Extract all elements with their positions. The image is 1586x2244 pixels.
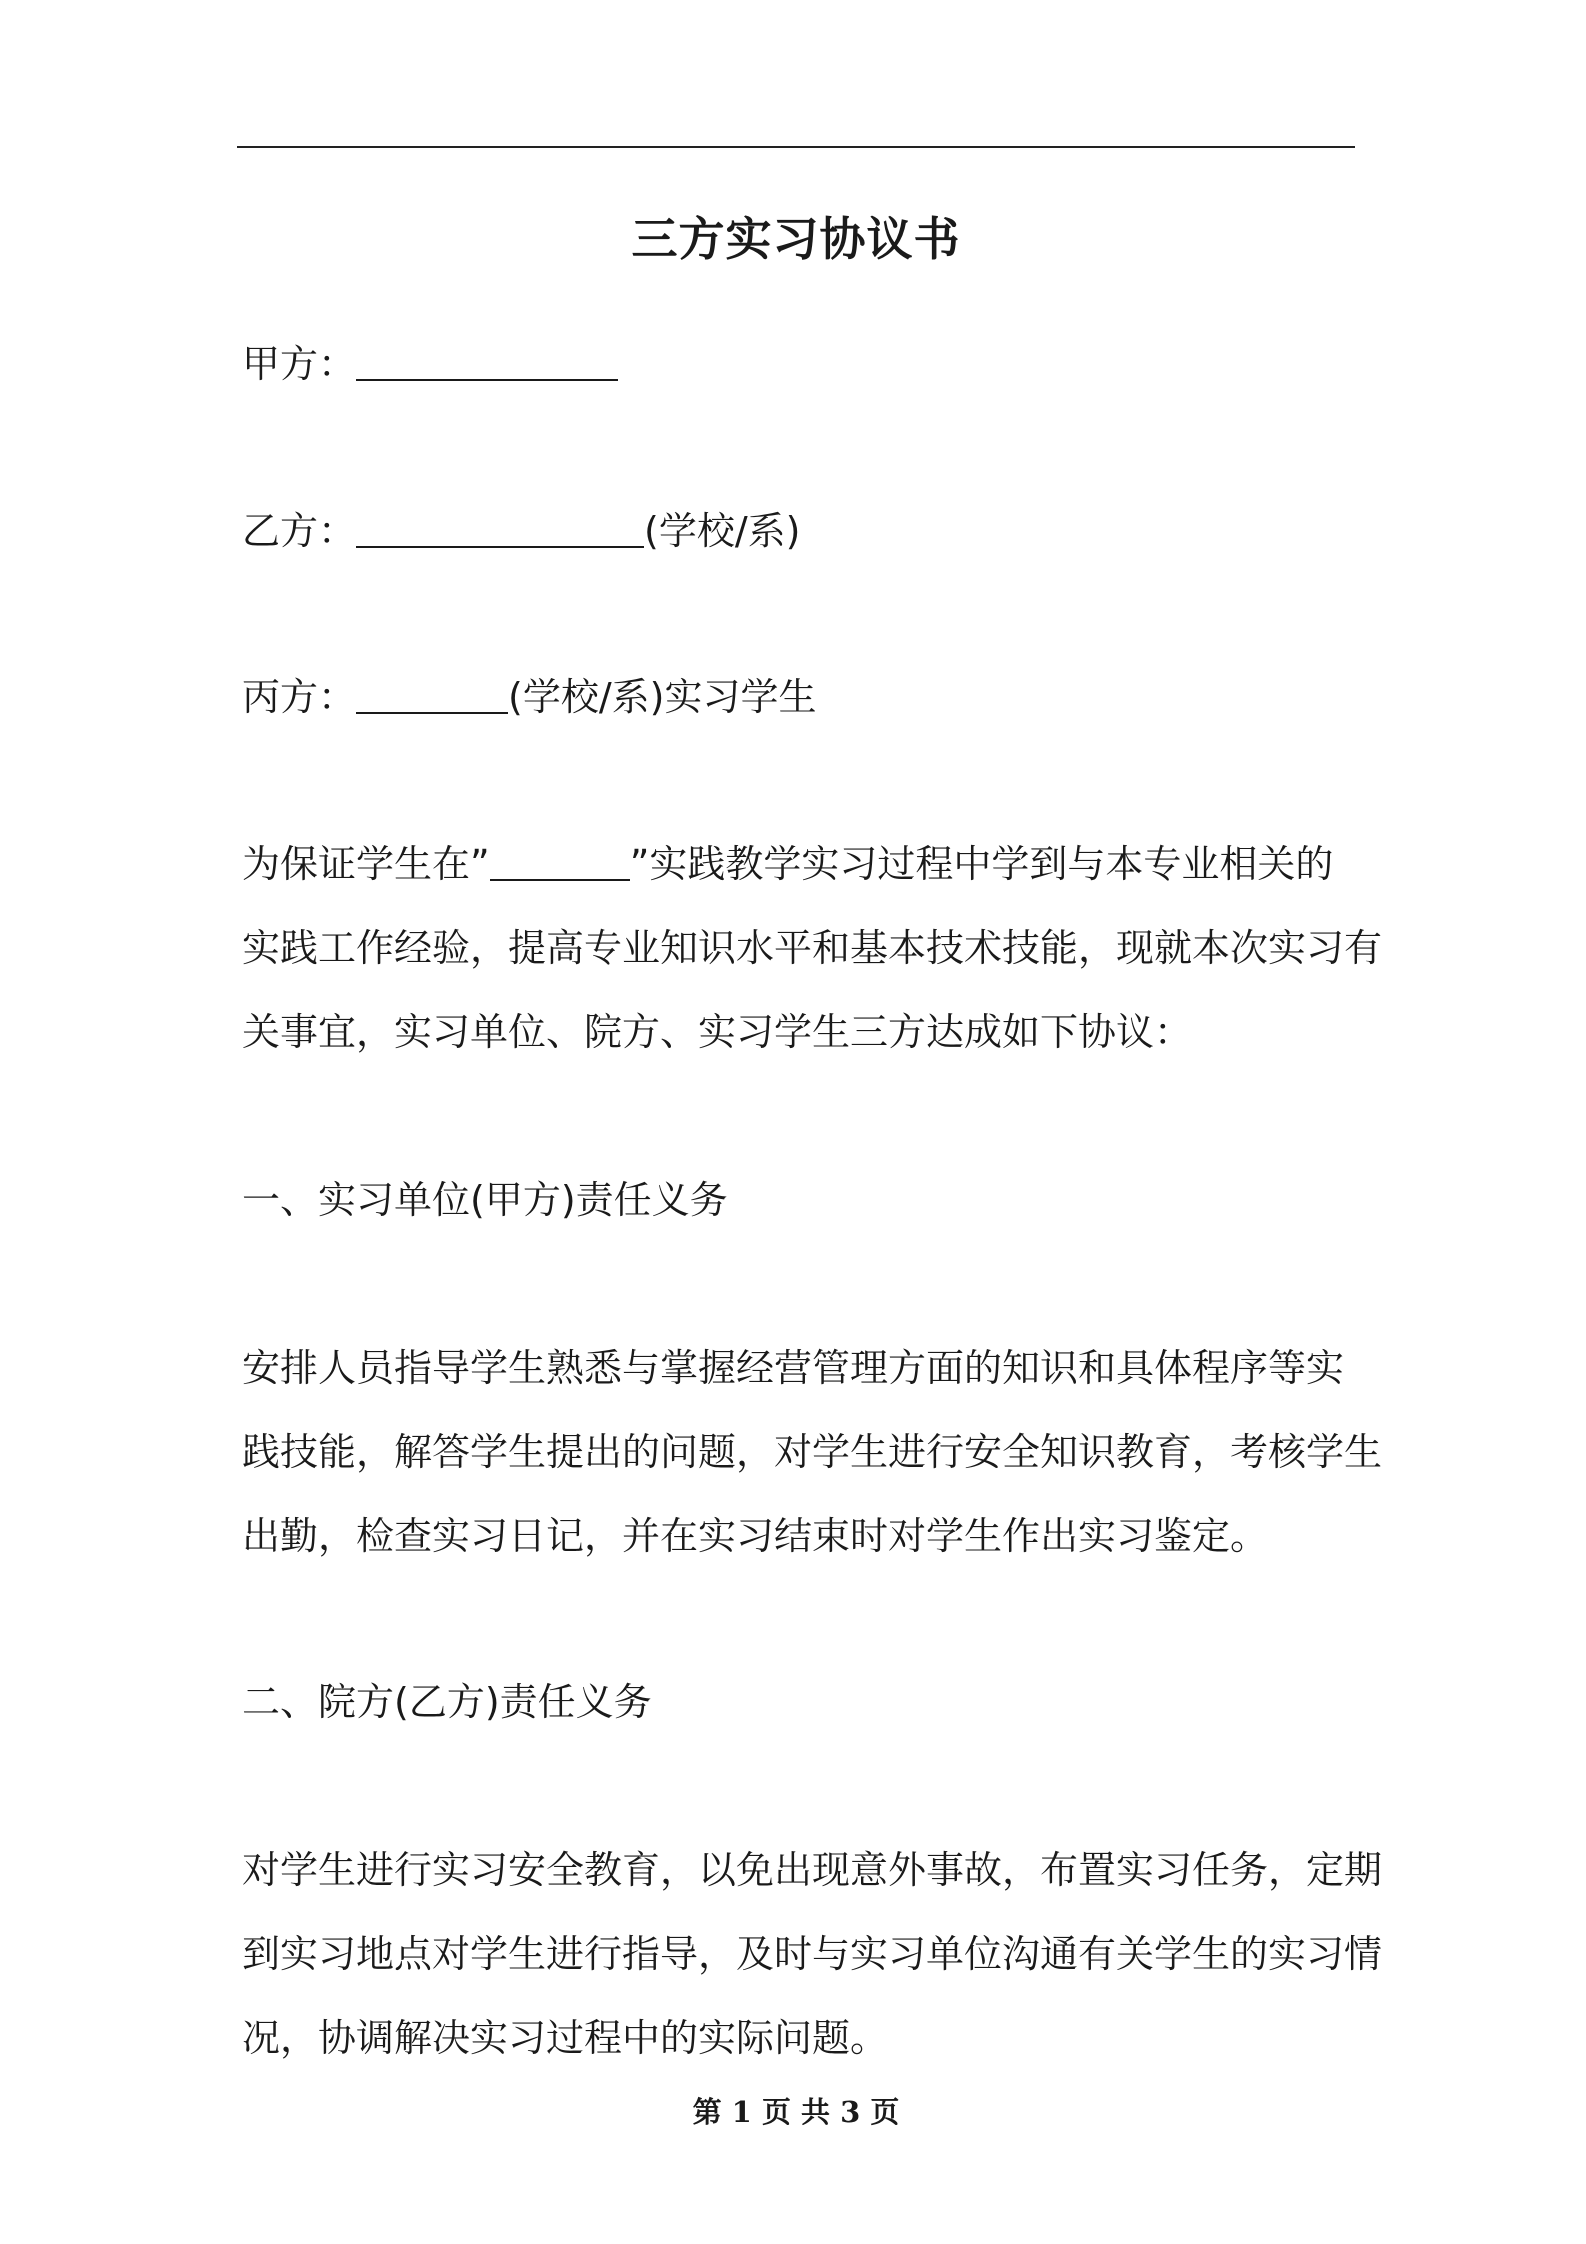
intro-blank: [490, 841, 630, 881]
intro-line-1-before: 为保证学生在”: [242, 842, 490, 886]
party-b-blank: [356, 508, 644, 548]
document-title: 三方实习协议书: [631, 212, 961, 266]
party-b-line: [242, 505, 800, 557]
section-2-line-1: 对学生进行实习安全教育，以免出现意外事故，布置实习任务，定期: [242, 1848, 1383, 1892]
party-a-blank: [356, 341, 618, 381]
party-c-suffix: (学校/系)实习学生: [508, 675, 817, 719]
section-1-line-3: 出勤，检查实习日记，并在实习结束时对学生作出实习鉴定。: [242, 1514, 1269, 1558]
party-a-line: [242, 338, 618, 390]
party-b-suffix: (学校/系): [644, 509, 801, 553]
page-indicator: 第 1 页 共 3 页: [692, 2095, 900, 2129]
party-b-label: 乙方：: [242, 509, 357, 553]
intro-line-1-after: ”实践教学实习过程中学到与本专业相关的: [629, 842, 1334, 886]
party-c-label: 丙方：: [242, 675, 357, 719]
section-1-line-1: 安排人员指导学生熟悉与掌握经营管理方面的知识和具体程序等实: [242, 1346, 1345, 1390]
intro-line-3: 关事宜，实习单位、院方、实习学生三方达成如下协议：: [242, 1010, 1193, 1054]
party-a-label: 甲方：: [242, 342, 357, 386]
intro-line-2: 实践工作经验，提高专业知识水平和基本技术技能，现就本次实习有: [242, 926, 1383, 970]
section-1-heading: 一、实习单位(甲方)责任义务: [242, 1178, 728, 1222]
section-2-heading: 二、院方(乙方)责任义务: [242, 1680, 652, 1724]
intro-line-1: [242, 822, 1360, 906]
section-2-line-2: 到实习地点对学生进行指导，及时与实习单位沟通有关学生的实习情: [242, 1932, 1383, 1976]
section-1-paragraph: [242, 1326, 1383, 1578]
section-1-line-2: 践技能，解答学生提出的问题，对学生进行安全知识教育，考核学生: [242, 1430, 1383, 1474]
header-rule: [237, 146, 1355, 148]
party-c-blank: [356, 674, 508, 714]
intro-paragraph: [242, 822, 1383, 1074]
party-c-line: [242, 671, 816, 723]
section-2-line-3: 况，协调解决实习过程中的实际问题。: [242, 2016, 889, 2060]
section-2-paragraph: [242, 1828, 1383, 2080]
